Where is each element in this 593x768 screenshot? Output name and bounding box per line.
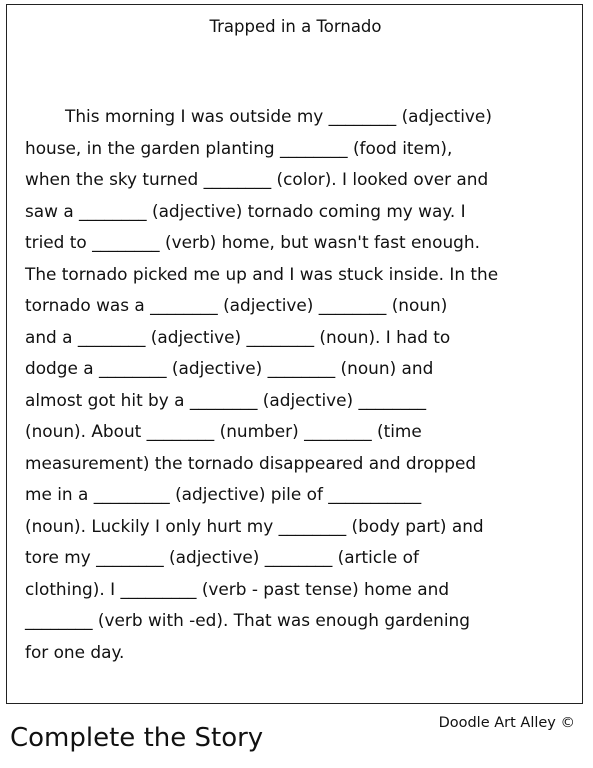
- story-line: when the sky turned ________ (color). I looked over and: [25, 169, 489, 189]
- footer-credit: Doodle Art Alley ©: [438, 715, 575, 731]
- story-line: tornado was a ________ (adjective) ________ (noun): [25, 295, 448, 315]
- story-line: measurement) the tornado disappeared and dropped: [25, 452, 477, 473]
- story-line: This morning I was outside my ________ (adjective): [65, 106, 492, 126]
- story-line: almost got hit by a ________ (adjective) ________: [25, 389, 427, 410]
- story-line: The tornado picked me up and I was stuck inside. In the: [25, 263, 499, 284]
- story-line: saw a ________ (adjective) tornado coming my way. I: [25, 200, 466, 221]
- story-line: ________ (verb with -ed). That was enough gardening: [25, 610, 470, 630]
- worksheet-border: [6, 4, 583, 704]
- story-line: (noun). Luckily I only hurt my ________ (body part) and: [25, 515, 484, 536]
- story-line: me in a _________ (adjective) pile of ___________: [25, 484, 422, 504]
- story-title: Trapped in a Tornado: [209, 17, 382, 36]
- story-line: for one day.: [25, 641, 125, 662]
- story-line: dodge a ________ (adjective) ________ (noun) and: [25, 358, 434, 378]
- story-line: and a ________ (adjective) ________ (noun). I had to: [25, 326, 451, 347]
- footer-title: Complete the Story: [10, 723, 264, 753]
- story-body: [25, 101, 570, 668]
- story-line: tried to ________ (verb) home, but wasn't fast enough.: [25, 232, 480, 252]
- story-line: tore my ________ (adjective) ________ (article of: [25, 547, 419, 567]
- story-line: clothing). I _________ (verb - past tense) home and: [25, 578, 450, 599]
- story-line: (noun). About ________ (number) ________ (time: [25, 421, 422, 441]
- story-line: house, in the garden planting ________ (food item),: [25, 137, 453, 158]
